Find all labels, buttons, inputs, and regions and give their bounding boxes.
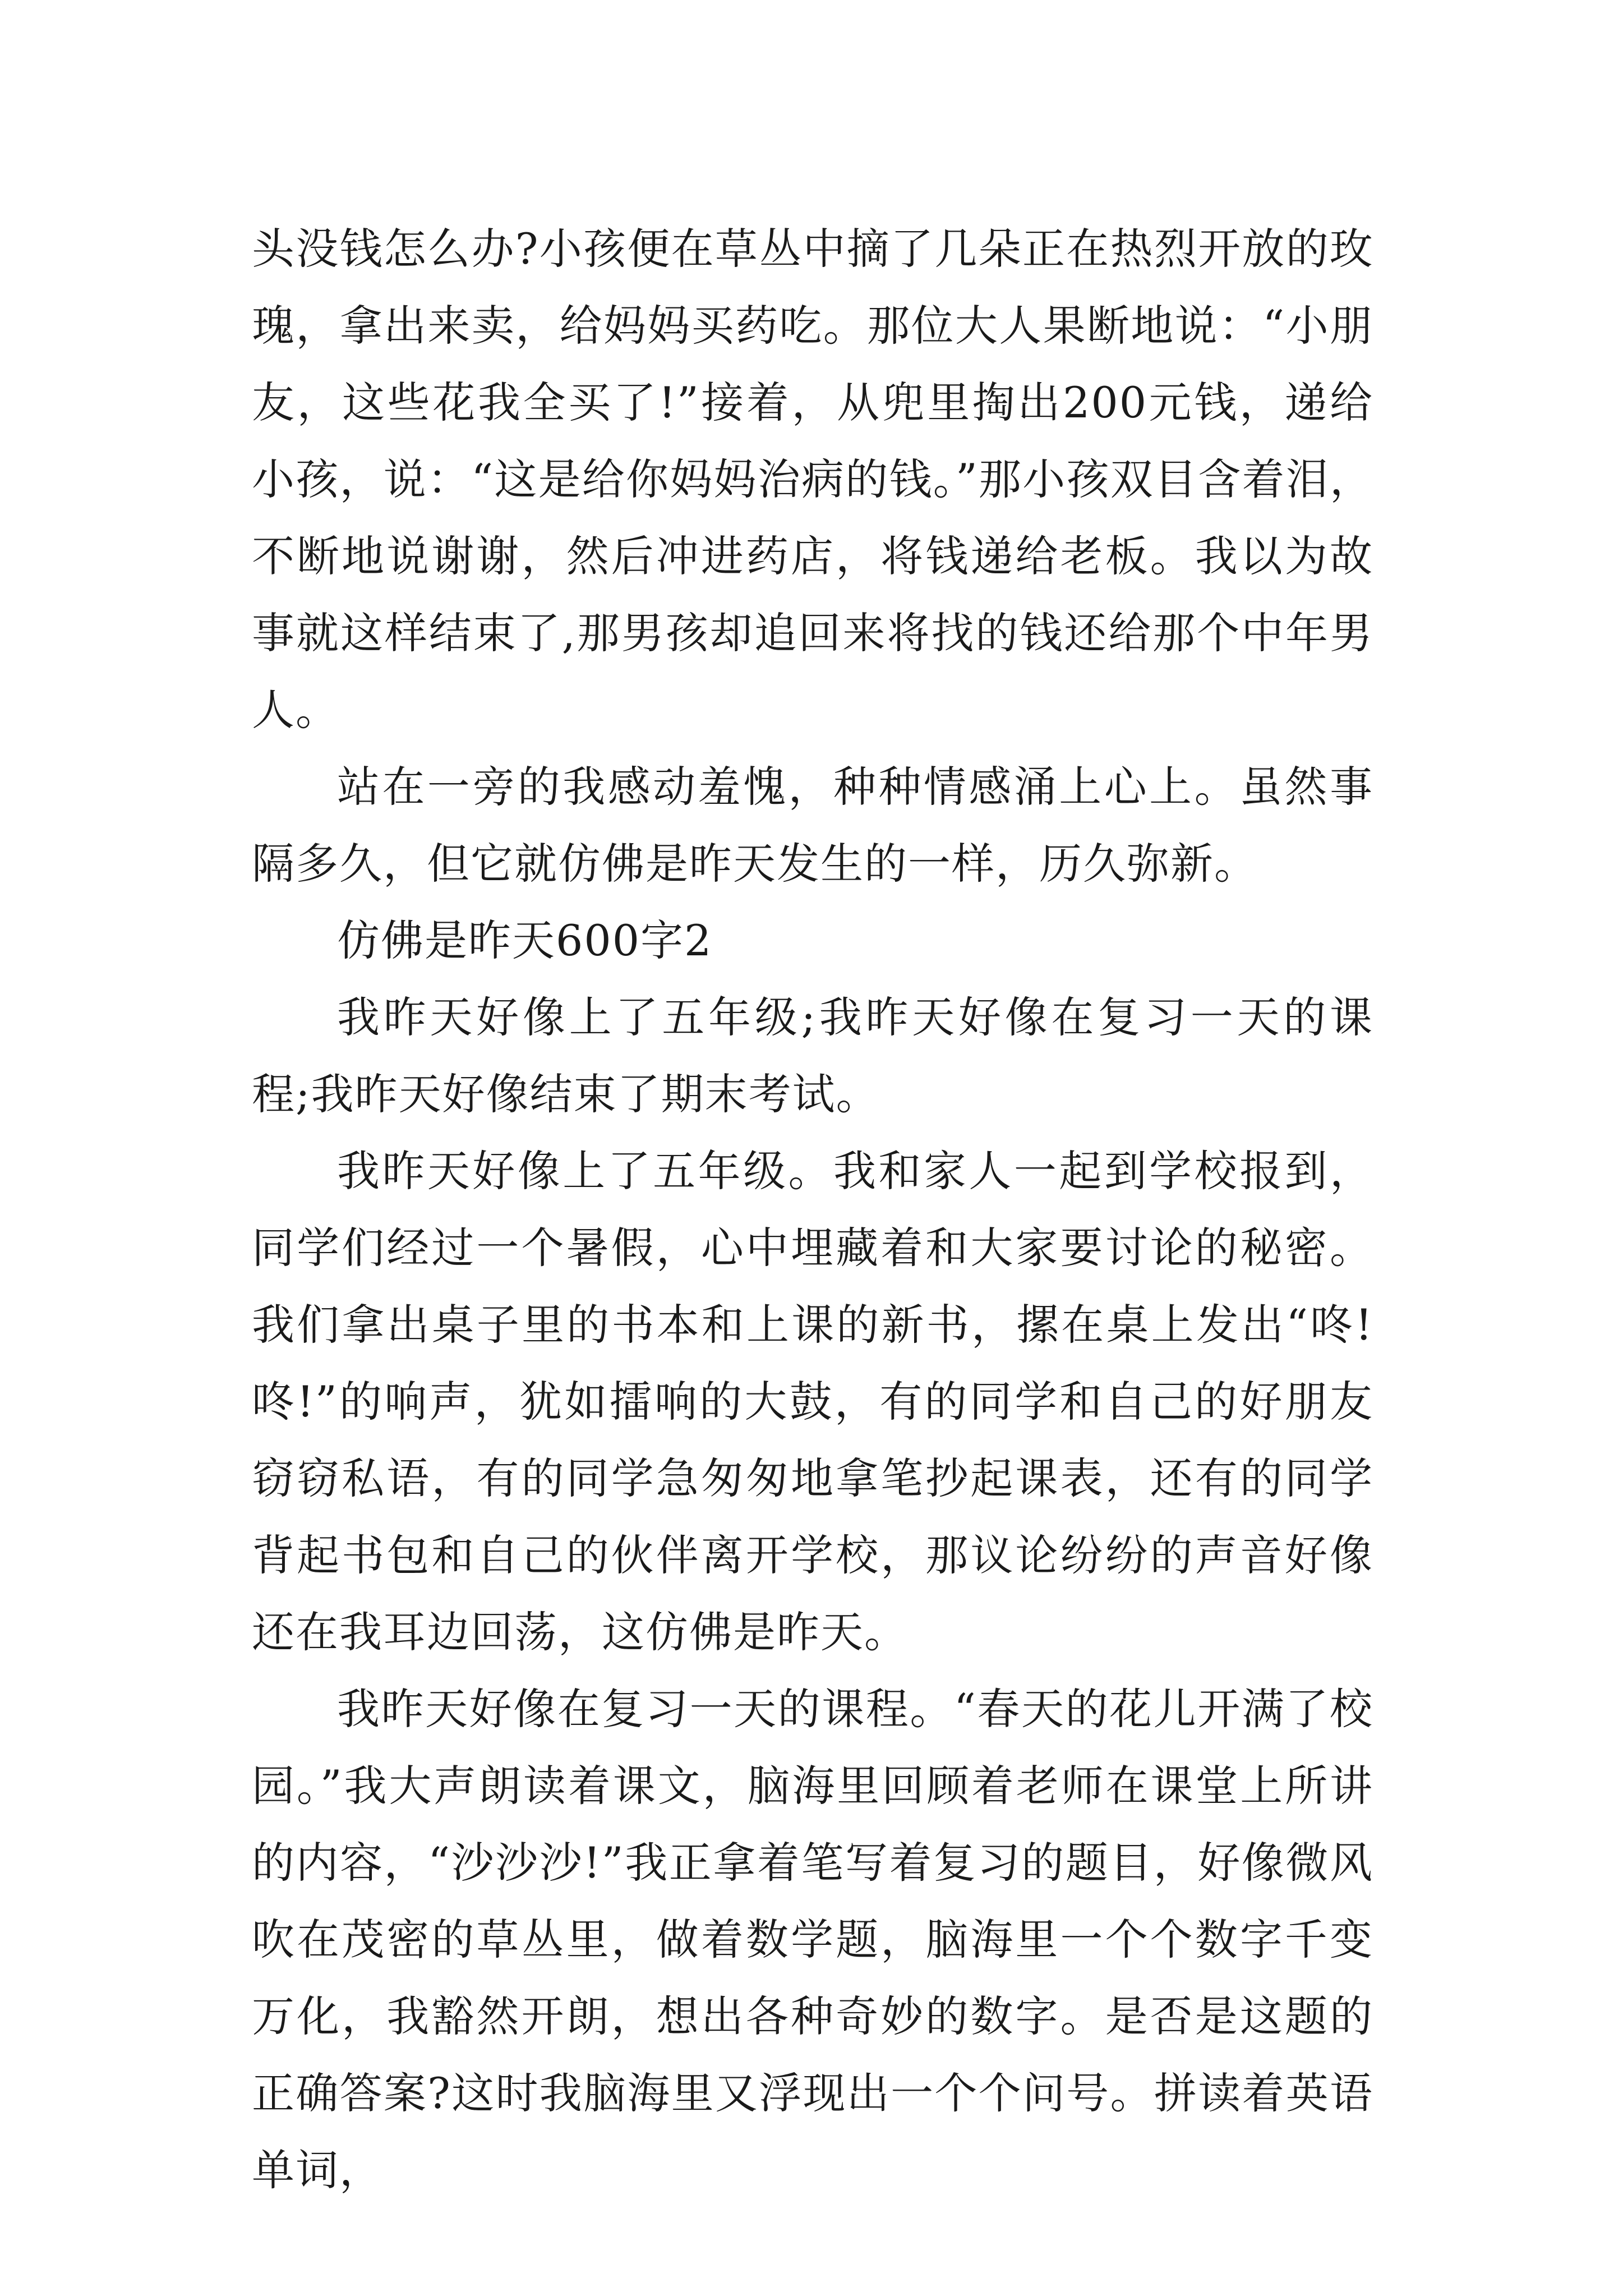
essay-heading: 仿佛是昨天600字2 [337, 915, 713, 965]
paragraph-continuation: 头没钱怎么办?小孩便在草丛中摘了几朵正在热烈开放的玫瑰，拿出来卖，给妈妈买药吃。那位大人果断地说：“小朋友，这些花我全买了!”接着，从兜里掏出200元钱，递给小孩，说：“这是给你妈妈治病的钱。”那小孩双目含着泪，不断地说谢谢，然后冲进药店，将钱递给老板。我以为故事就这样结束了,那男孩却追回来将找的钱还给那个中年男人。 [252, 224, 1373, 735]
paragraph-review: 我昨天好像在复习一天的课程。“春天的花儿开满了校园。”我大声朗读着课文，脑海里回顾着老师在课堂上所讲的内容，“沙沙沙!”我正拿着笔写着复习的题目，好像微风吹在茂密的草丛里，做着数学题，脑海里一个个数字千变万化，我豁然开朗，想出各种奇妙的数字。是否是这题的正确答案?这时我脑海里又浮现出一个个问号。拼读着英语单词， [252, 1684, 1373, 2195]
paragraph-reflection: 站在一旁的我感动羞愧，种种情感涌上心上。虽然事隔多久，但它就仿佛是昨天发生的一样，历久弥新。 [252, 762, 1373, 889]
paragraph-fifth-grade: 我昨天好像上了五年级。我和家人一起到学校报到，同学们经过一个暑假，心中埋藏着和大家要讨论的秘密。我们拿出桌子里的书本和上课的新书，摞在桌上发出“咚!咚!”的响声，犹如擂响的大鼓，有的同学和自己的好朋友窃窃私语，有的同学急匆匆地拿笔抄起课表，还有的同学背起书包和自己的伙伴离开学校，那议论纷纷的声音好像还在我耳边回荡，这仿佛是昨天。 [252, 1146, 1373, 1657]
paragraph-intro: 我昨天好像上了五年级;我昨天好像在复习一天的课程;我昨天好像结束了期末考试。 [252, 992, 1373, 1119]
document-body [252, 210, 1373, 2208]
